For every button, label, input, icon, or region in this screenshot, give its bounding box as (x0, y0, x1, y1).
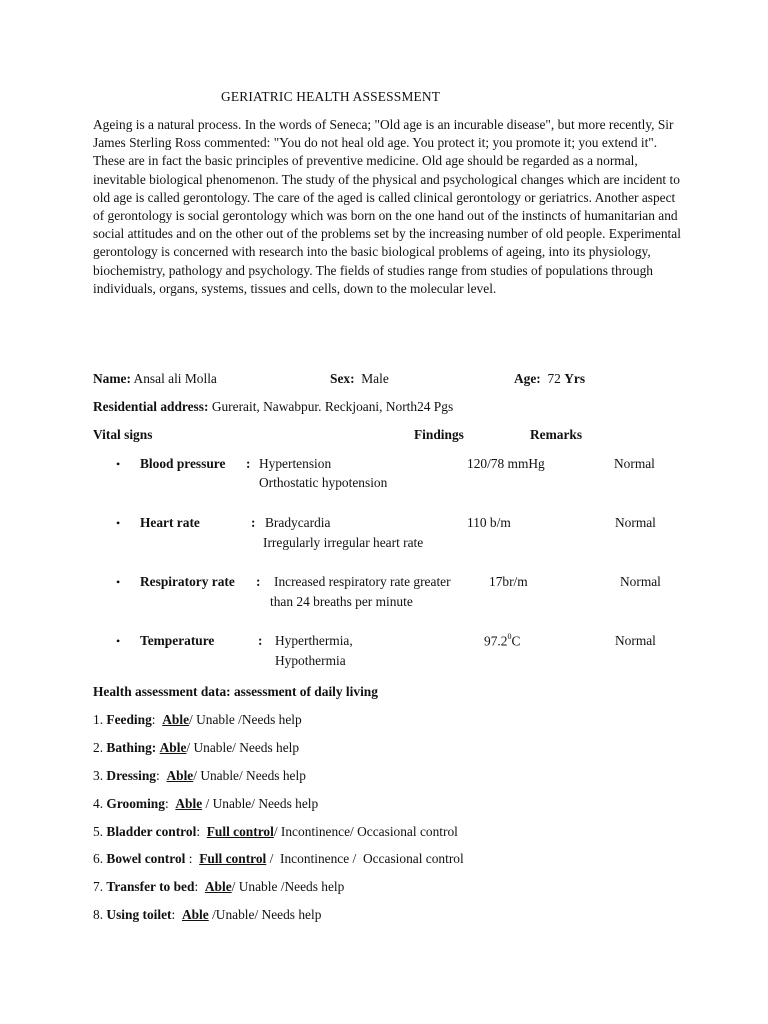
vital-label: Temperature (140, 633, 215, 648)
adl-item (93, 825, 458, 838)
temperature-value: 97.2 (484, 633, 508, 649)
adl-sep: : (196, 824, 201, 839)
age-label: Age: (514, 371, 541, 386)
vital-label: Respiratory rate (140, 574, 235, 589)
adl-item (93, 713, 302, 726)
adl-selected: Full control (206, 824, 274, 839)
page-title: GERIATRIC HEALTH ASSESSMENT (221, 89, 441, 104)
bullet-icon: • (116, 516, 121, 530)
vital-finding: 110 b/m (467, 515, 511, 530)
vital-desc: Hyperthermia, (275, 633, 353, 648)
patient-name: Ansal ali Molla (133, 371, 217, 386)
adl-selected: Able (162, 712, 190, 727)
adl-item (93, 797, 318, 810)
adl-label: Bowel control (106, 851, 186, 866)
bullet-icon: • (116, 457, 121, 471)
adl-options: / Unable/ Needs help (193, 768, 306, 783)
vital-remark: Normal (620, 574, 661, 589)
adl-label: Feeding (106, 712, 152, 727)
vital-remark: Normal (614, 456, 655, 471)
temperature-unit: C (511, 633, 521, 649)
adl-label: Transfer to bed (106, 879, 195, 894)
bullet-icon: • (116, 634, 121, 648)
adl-label: Using toilet (106, 907, 172, 922)
adl-selected: Able (175, 796, 203, 811)
patient-age: 72 (547, 371, 561, 386)
adl-item (93, 880, 344, 893)
bullet-icon: • (116, 575, 121, 589)
name-label: Name: (93, 371, 131, 386)
adl-item (93, 741, 299, 754)
patient-sex: Male (361, 371, 389, 386)
adl-num: 7. (93, 879, 104, 894)
adl-options: / Unable/ Needs help (202, 796, 319, 811)
vital-remark: Normal (615, 633, 656, 648)
vital-remark: Normal (615, 515, 656, 530)
adl-num: 2. (93, 740, 104, 755)
intro-paragraph: Ageing is a natural process. In the words of Seneca; "Old age is an incurable disease", but more recently, Sir James Sterling Ross commented: "You do not heal old age. You protect it; you promote it; you extend it". These are in fact the basic principles of preventive medicine. Old age should be regarded as a normal, inevitable biological phenomenon. The study of the physical and psychological changes which are incident to old age is called gerontology. The care of the aged is called clinical gerontology or geriatrics. Another aspect of gerontology is social gerontology which was born on the one hand out of the instincts of humanitarian and social attitudes and on the other out of the problems set by the increasing number of old people. Experimental gerontology is concerned with research into the basic biological problems of ageing, into its physiology, biochemistry, pathology and psychology. The fields of studies range from studies of populations through individuals, organs, systems, tissues and cells, down to the molecular level. (93, 117, 681, 296)
adl-sep: : (156, 768, 160, 783)
adl-options: /Unable/ Needs help (208, 907, 322, 922)
vital-colon: : (251, 515, 256, 530)
adl-label: Bladder control (106, 824, 197, 839)
adl-label: Bathing: (106, 740, 157, 755)
vital-label: Heart rate (140, 515, 200, 530)
adl-options: / Incontinence / Occasional control (266, 851, 464, 866)
vital-desc: Hypertension (259, 456, 332, 471)
adl-item (93, 852, 464, 865)
adl-item (93, 908, 321, 921)
adl-num: 4. (93, 796, 104, 811)
vital-desc-2: Hypothermia (275, 653, 346, 668)
vital-desc: Increased respiratory rate greater (274, 574, 451, 589)
adl-selected: Able (181, 907, 209, 922)
adl-selected: Able (204, 879, 232, 894)
adl-selected: Able (159, 740, 187, 755)
vital-desc-2: than 24 breaths per minute (270, 594, 413, 609)
patient-name-row (93, 372, 217, 385)
adl-num: 8. (93, 907, 104, 922)
adl-num: 5. (93, 824, 104, 839)
vital-colon: : (246, 456, 251, 471)
adl-num: 6. (93, 851, 104, 866)
vital-desc-2: Irregularly irregular heart rate (263, 535, 424, 550)
vital-colon: : (258, 633, 263, 648)
adl-options: / Unable /Needs help (231, 879, 345, 894)
vital-desc: Bradycardia (265, 515, 331, 530)
address-row (93, 400, 453, 413)
adl-label: Grooming (106, 796, 165, 811)
vital-finding (484, 634, 520, 648)
adl-header: Health assessment data: assessment of daily living (93, 684, 378, 699)
adl-options: / Unable /Needs help (189, 712, 302, 727)
patient-sex-row (330, 372, 389, 385)
adl-sep: : (151, 712, 156, 727)
sex-label: Sex: (330, 371, 355, 386)
adl-selected: Able (166, 768, 194, 783)
vital-label: Blood pressure (140, 456, 226, 471)
adl-options: / Incontinence/ Occasional control (273, 824, 458, 839)
vital-colon: : (256, 574, 261, 589)
remarks-header: Remarks (530, 427, 583, 442)
patient-age-row (514, 372, 585, 385)
vital-finding: 17br/m (489, 574, 528, 589)
adl-sep: : (194, 879, 199, 894)
address-value: Gurerait, Nawabpur. Reckjoani, North24 Pgs (211, 399, 454, 414)
adl-options: / Unable/ Needs help (186, 740, 300, 755)
adl-sep: : (188, 851, 193, 866)
adl-item (93, 769, 306, 782)
findings-header: Findings (414, 427, 464, 442)
vital-signs-header: Vital signs (93, 427, 153, 442)
vital-desc-2: Orthostatic hypotension (259, 475, 388, 490)
age-unit: Yrs (564, 371, 586, 386)
adl-num: 1. (93, 712, 104, 727)
adl-label: Dressing (106, 768, 157, 783)
address-label: Residential address: (93, 399, 209, 414)
adl-selected: Full control (199, 851, 267, 866)
adl-sep: : (171, 907, 176, 922)
adl-num: 3. (93, 768, 104, 783)
degree-superscript: 0 (507, 632, 512, 641)
vital-finding: 120/78 mmHg (467, 456, 545, 471)
adl-sep: : (164, 796, 169, 811)
